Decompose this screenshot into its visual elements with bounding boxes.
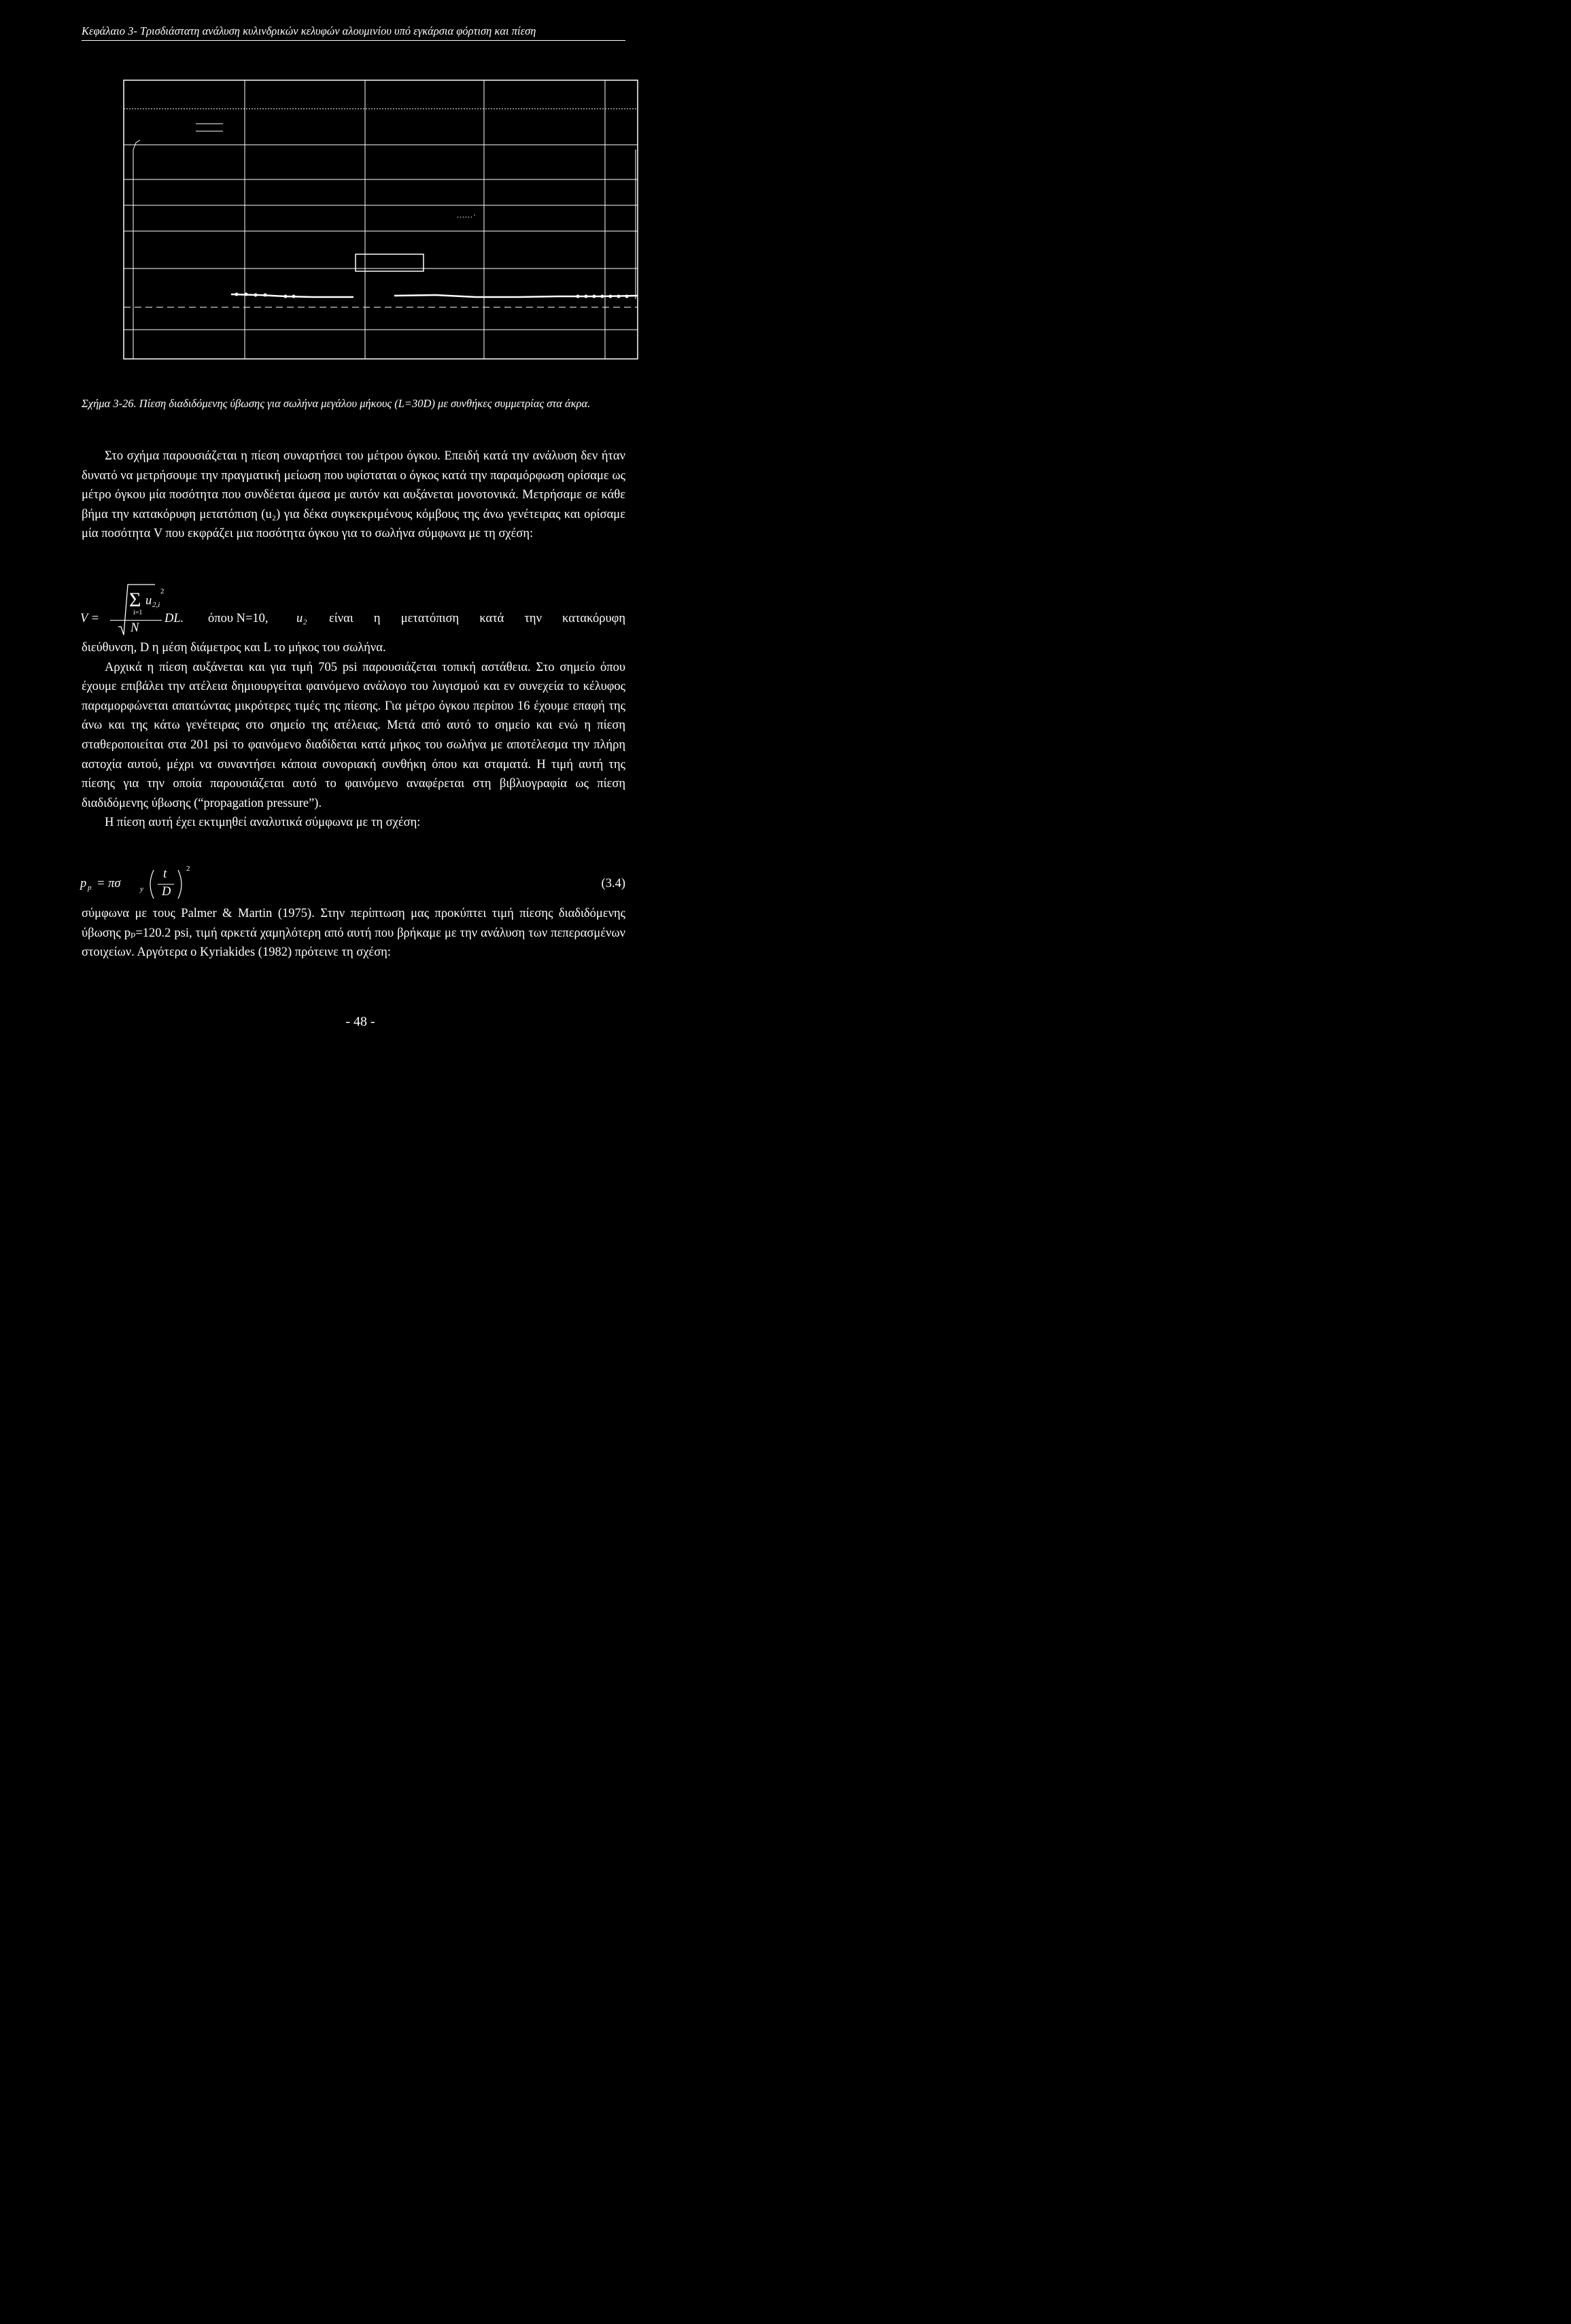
page-number: - 48 - bbox=[345, 1014, 375, 1029]
equation-v: Σ u 2,i 2 i=1 V = N DL. όπου N=10, u₂ είναι η μετατόπιση κατά την κατακόρυφη bbox=[80, 583, 625, 638]
fraction-bar bbox=[110, 620, 162, 621]
chart-frame bbox=[124, 80, 638, 359]
figure-caption: Σχήμα 3-26. Πίεση διαδιδόμενης ύβωσης για σωλήνα μεγάλου μήκους (L=30D) με συνθήκες συμμετρίας στα άκρα. bbox=[82, 397, 591, 410]
running-header: Κεφάλαιο 3- Τρισδιάστατη ανάλυση κυλινδρικών κελυφών αλουμινίου υπό εγκάρσια φόρτιση και πίεση bbox=[82, 24, 625, 41]
equation-number: (3.4) bbox=[601, 877, 625, 890]
equation-3-4: p p = πσ y t D 2 (3.4) bbox=[80, 867, 625, 903]
paragraph-1: Στο σχήμα παρουσιάζεται η πίεση συναρτήσει του μέτρου όγκου. Επειδή κατά την ανάλυση δεν ήταν δυνατό να μετρήσουμε την πραγματική μείωση που υφίσταται ο όγκος κατά την παραμόρφωση ορίσαμε ως μέτρο όγκου μία ποσότητα που συνδέεται άμεσα με αυτόν και αυξάνεται μονοτονικά. Μετρήσαμε σε κάθε βήμα την κατακόρυφη μετατόπιση (u₂) για δέκα συγκεκριμένους κόμβους της άνω γενέτειρας και ορίσαμε μία ποσότητα V που εκφράζει μια ποσότητα όγκου για το σωλήνα σύμφωνα με τη σχέση: bbox=[82, 449, 625, 541]
paragraph-3: σύμφωνα με τους Palmer & Martin (1975). Στην περίπτωση μας προκύπτει τιμή πίεσης διαδιδόμενης ύβωσης pₚ=120.2 psi, τιμή αρκετά χαμηλότερη από αυτή που βρήκαμε με την ανάλυση των πεπερασμένων στοιχείων. Αργότερα ο Kyriakides (1982) πρότεινε τη σχέση: bbox=[82, 907, 625, 960]
figure-chart bbox=[0, 0, 721, 394]
paragraph-2: διεύθυνση, D η μέση διάμετρος και L το μήκος του σωλήνα. Αρχικά η πίεση αυξάνεται και για τιμή 705 psi παρουσιάζεται τοπική αστάθεια. Στο σημείο όπου έχουμε επιβάλει την ατέλεια δημιουργείται φαινόμενο ανάλογο του λυγισμού και εν συνεχεία το κέλυφος παραμορφώνεται απαιτώντας μικρότερες τιμές της πίεσης. Για μέτρο όγκου περίπου 16 έχουμε επαφή της άνω και της κάτω γενέτειρας στο σημείο της ατέλειας. Μετά από αυτό το σημείο και ενώ η πίεση σταθεροποιείται στα 201 psi το φαινόμενο διαδίδεται κατά μήκος του σωλήνα με αποτέλεσμα την πλήρη αστοχία αυτού, μέχρι να συναντήσει κάποια συνοριακή συνθήκη όπου και σταματά. Η τιμή αυτή της πίεσης για την οποία παρουσιάζεται αυτό το φαινόμενο αναφέρεται στη βιβλιογραφία ως πίεση διαδιδόμενης ύβωσης (“propagation pressure”). Η πίεση αυτή έχει εκτιμηθεί αναλυτικά σύμφωνα με τη σχέση: bbox=[82, 641, 625, 830]
chart-dots: ......· bbox=[457, 210, 477, 220]
